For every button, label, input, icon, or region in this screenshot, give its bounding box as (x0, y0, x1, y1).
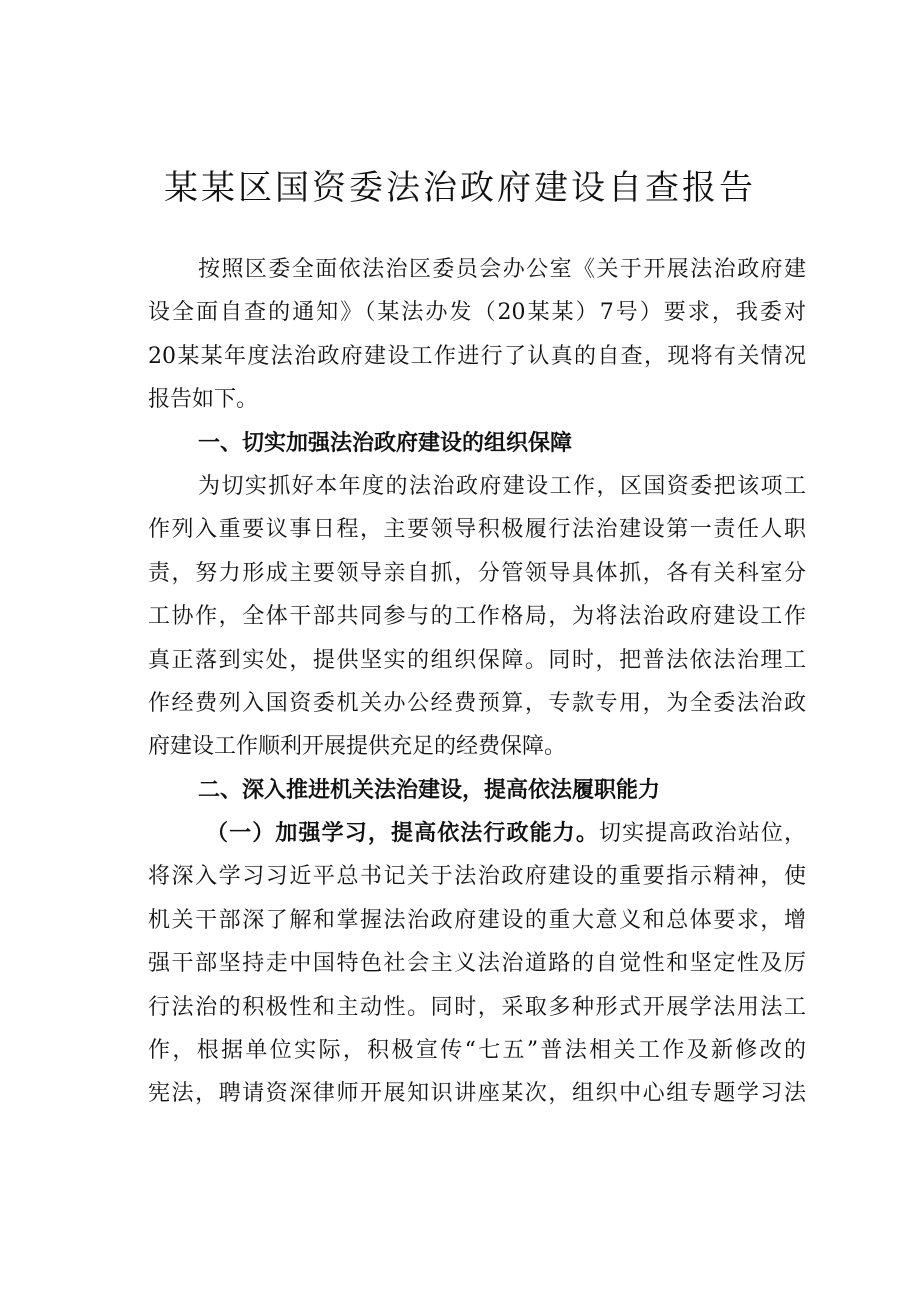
section2-heading: 二、深入推进机关法治建设，提高依法履职能力 (198, 777, 661, 803)
section1-line: 工协作，全体干部共同参与的工作格局，为将法治政府建设工作 (148, 604, 806, 630)
section2-line: 机关干部深了解和掌握法治政府建设的重大意义和总体要求，增 (148, 907, 806, 933)
subsection1-text: 切实提高政治站位， (599, 821, 806, 847)
subsection1-title: （一）加强学习，提高依法行政能力。 (206, 821, 600, 847)
section1-line: 真正落到实处，提供坚实的组织保障。同时，把普法依法治理工 (148, 647, 806, 673)
section2-line: 将深入学习习近平总书记关于法治政府建设的重要指示精神，使 (148, 864, 806, 890)
intro-line: 20某某年度法治政府建设工作进行了认真的自查，现将有关情况 (148, 343, 806, 369)
section1-heading: 一、切实加强法治政府建设的组织保障 (198, 430, 573, 456)
intro-line: 设全面自查的通知》（某法办发（20某某）7号）要求，我委对 (148, 300, 806, 326)
document-body (148, 248, 806, 1116)
section2-line: 行法治的积极性和主动性。同时，采取多种形式开展学法用法工 (148, 994, 806, 1020)
subsection1-first-line (148, 812, 806, 855)
document-title: 某某区国资委法治政府建设自查报告 (164, 168, 756, 208)
section1-line: 作经费列入国资委机关办公经费预算，专款专用，为全委法治政 (148, 690, 806, 716)
section1-line: 作列入重要议事日程，主要领导积极履行法治建设第一责任人职 (148, 517, 806, 543)
section2-line: 作，根据单位实际，积极宣传“七五”普法相关工作及新修改的 (148, 1038, 806, 1064)
section2-line: 强干部坚持走中国特色社会主义法治道路的自觉性和坚定性及厉 (148, 951, 806, 977)
section1-line: 为切实抓好本年度的法治政府建设工作，区国资委把该项工 (198, 473, 806, 499)
intro-line: 报告如下。 (148, 387, 259, 413)
section1-line: 责，努力形成主要领导亲自抓，分管领导具体抓，各有关科室分 (148, 560, 806, 586)
intro-line: 按照区委全面依法治区委员会办公室《关于开展法治政府建 (198, 257, 806, 282)
section1-line: 府建设工作顺利开展提供充足的经费保障。 (148, 734, 567, 760)
section2-line: 宪法，聘请资深律师开展知识讲座某次，组织中心组专题学习法 (148, 1081, 806, 1107)
